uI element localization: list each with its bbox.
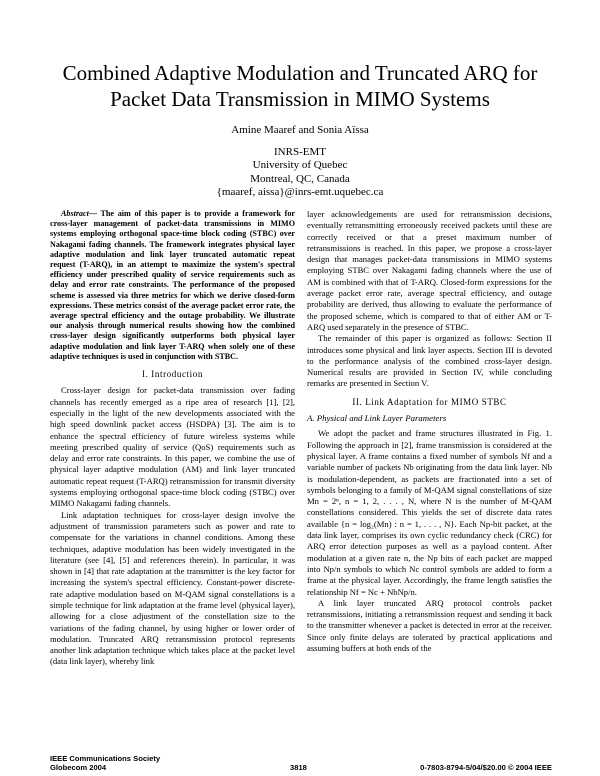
author-email: {maaref, aissa}@inrs-emt.uquebec.ca xyxy=(216,186,384,199)
intro-paragraph-4: The remainder of this paper is organized as follows: Section II introduces some physical and link layer aspects. Section III is devoted to the performance analysis of the combined cross-layer design. Numerical results are provided in Section IV, while concluding remarks are presented in Section V. xyxy=(307,333,552,389)
intro-paragraph-2: Link adaptation techniques for cross-layer design involve the adjustment of transmission parameters such as power and rate to compensate for the variations in channel conditions. Among these techniques, adaptive modulation has been widely investigated in the literature (see [4], [5] and references therein). In particular, it was shown in [4] that rate adaptation at the transmitter is the key factor for increasing the system's spectral efficiency. Constant-power discrete-rate adaptive modulation based on M-QAM signal constellations is a simple technique for link adaptation at the frame level (physical layer), allowing for a close adjustment of the constellation size to the variations of the fading channel, by using higher or lower order of modulation. Truncated ARQ retransmission protocol represents another link adaptation technique which takes place at the packet level (data link layer), whereby link xyxy=(50,509,295,667)
section-heading-introduction: I. Introduction xyxy=(142,369,203,380)
page-number: 3818 xyxy=(290,763,307,772)
intro-paragraph-1: Cross-layer design for packet-data transmission over fading channels has recently emerged as a ripe area of research [1], [2], especially in the light of the new developments associated with the high speed downlink packet access (HSDPA) [3]. The aim is to enhance the spectral efficiency of future wireless systems while meeting prescribed quality of service (QoS) requirements such as delay and error rate constraints. In this paper, we combine the use of physical layer adaptive modulation (AM) and link layer truncated automatic repeat request (T-ARQ) retransmission for transmit diversity systems employing orthogonal space-time block coding (STBC) over MIMO Nakagami fading channels. xyxy=(50,385,295,509)
author-names: Amine Maaref and Sonia Aïssa xyxy=(231,124,369,136)
left-column xyxy=(50,209,295,668)
affiliation-institute: INRS-EMT xyxy=(274,145,326,158)
footer-conference: Globecom 2004 xyxy=(50,762,107,772)
footer-society: IEEE Communications Society xyxy=(50,754,161,763)
intro-paragraph-3: layer acknowledgements are used for retransmission decisions, eventually retransmitting erroneously received packets until these are correctly received or that a preset maximum number of retransmissions is reached. In this paper, we propose a cross-layer design that manages packet-data transmissions in MIMO systems employing STBC over Nakagami fading channels where the use of AM is combined with that of T-ARQ. Closed-form expressions for the average packet error rate, average spectral efficiency, and outage probability are derived, thus allowing to evaluate the performance of the proposed scheme, which is compared to that of either AM or T-ARQ used separately in the presence of STBC. xyxy=(307,209,552,332)
right-column xyxy=(307,209,552,654)
abstract-text: — The aim of this paper is to provide a framework for cross-layer management of packet-data transmissions in MIMO systems employing orthogonal space-time block coding (STBC) over Nakagami fading channels. The framework integrates physical layer adaptive modulation and link layer truncated automatic repeat request (T-ARQ), in an attempt to maximize the system's spectral efficiency under prescribed quality of service requirements such as delay and error rate constraints. The performance of the proposed scheme is assessed via three metrics for which we derive closed-form expressions. These metrics consist of the average packet error rate, the average spectral efficiency and the outage probability. We illustrate our analysis through numerical results showing how the combined cross-layer design significantly outperforms both physical layer adaptive modulation and link layer T-ARQ when solely one of these adaptive techniques is used in conjunction with STBC. xyxy=(50,209,295,361)
author-block xyxy=(150,124,450,200)
affiliation-location: Montreal, QC, Canada xyxy=(250,172,350,185)
abstract-label: Abstract xyxy=(61,209,89,218)
title-line-1: Combined Adaptive Modulation and Truncated ARQ for xyxy=(62,61,538,85)
footer-isbn: 0-7803-8794-5/04/$20.00 © 2004 IEEE xyxy=(420,763,552,772)
abstract xyxy=(50,209,295,362)
footer-venue xyxy=(50,755,160,772)
paper-title xyxy=(40,60,560,112)
affiliation-university: University of Quebec xyxy=(252,159,348,172)
title-line-2: Packet Data Transmission in MIMO Systems xyxy=(110,87,490,111)
section2-paragraph-1: We adopt the packet and frame structures illustrated in Fig. 1. Following the approach in [2], frame transmission is considered at the physical layer. A frame contains a fixed number of symbols Nf and a variable number of packets Nb originating from the data link layer. Nb is modulation-dependent, as packets are fractionated into a set of symbols belonging to a family of M-QAM signal constellations of size Mn = 2ⁿ, n = 1, 2, . . . , N, where N is the number of M-QAM constellations considered. This yields the set of discrete data rates available {n = log₂(Mn) : n = 1, . . . , N}. Each Np-bit packet, at the data link layer, comprises its own cyclic redundancy check (CRC) for ARQ error detection purposes as well as a payload content. After modulation at a given rate n, the Np bits of each packet are mapped into Np/n symbols to which Nc control symbols are added to form a frame at the physical layer. Accordingly, the frame length satisfies the relationship Nf = Nc + NbNp/n. xyxy=(307,428,552,597)
section2-paragraph-2: A link layer truncated ARQ protocol controls packet retransmissions, initiating a retransmission request and sending it back to the transmitter whenever a packet is detected in error at the receiver. Since only finite delays are tolerated by practical applications and assuming buffers at both ends of the xyxy=(307,597,552,653)
subsection-heading-parameters: A. Physical and Link Layer Parameters xyxy=(307,413,447,424)
section-heading-link-adaptation: II. Link Adaptation for MIMO STBC xyxy=(352,396,507,407)
